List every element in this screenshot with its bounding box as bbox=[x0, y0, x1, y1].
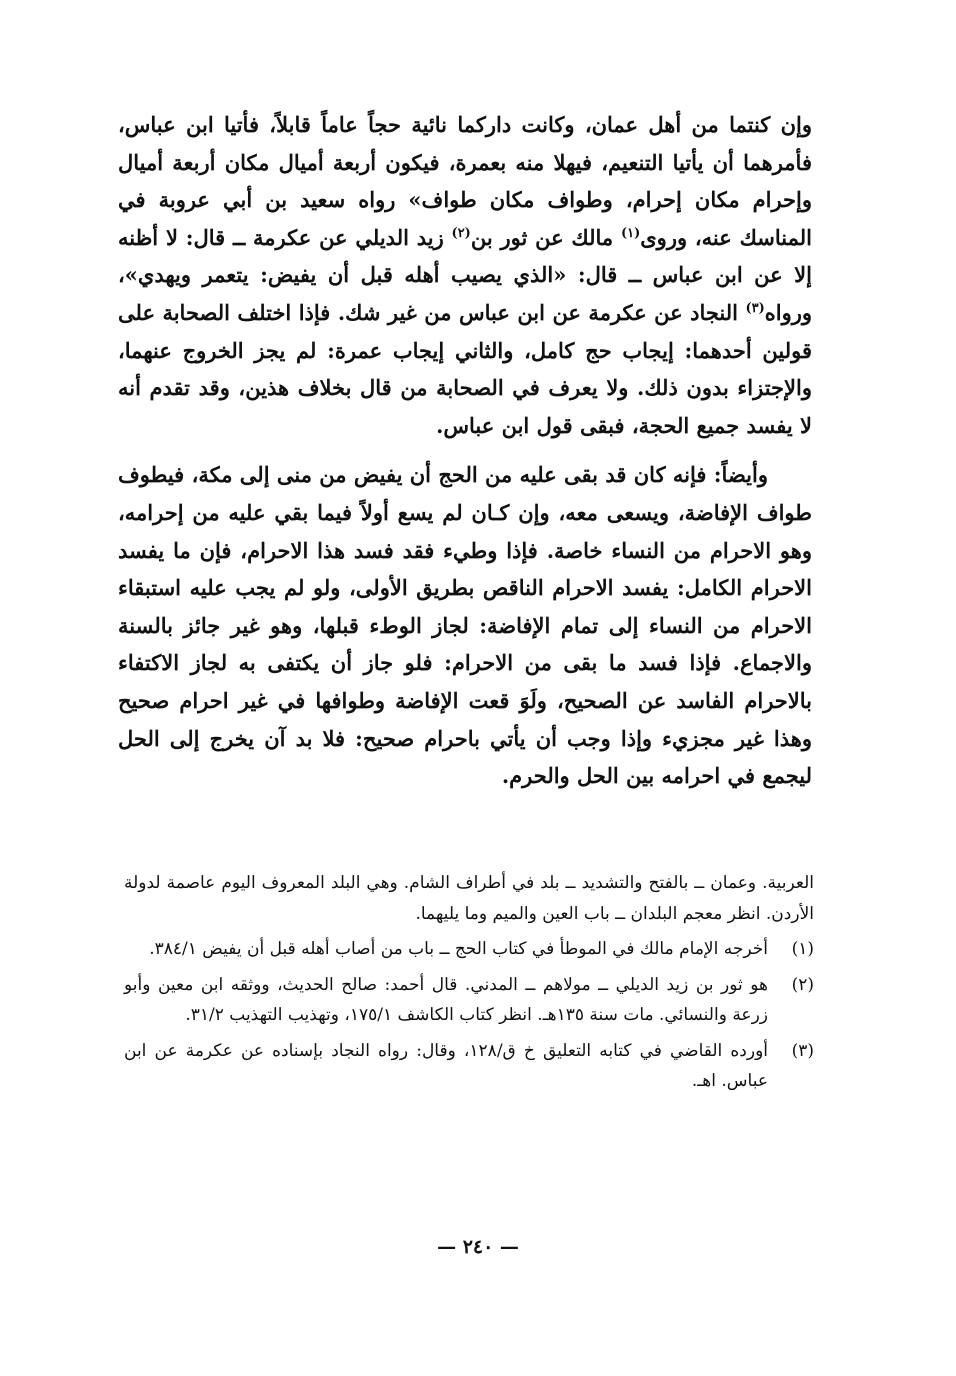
paragraph-1-part-c: زيد الديلي عن عكرمة ــ قال: لا أظنه إلا عن ابن عباس ــ قال: «الذي يصيب أهله قبل أن يفيض: يتعمر ويهدي»، ورواه bbox=[118, 224, 812, 325]
footnote-number: (٣) bbox=[791, 1040, 814, 1061]
paragraph-2: وأيضاً: فإنه كان قد بقى عليه من الحج أن يفيض من منى إلى مكة، فيطوف طواف الإفاضة، ويسعى معه، وإن كـان لم يسع أولاً فيما بقي عليه من إحرامه، وهو الاحرام من النساء خاصة. فإذا وطيء فقد فسد هذا الاحرام، فإن ما يفسد الاحرام الكامل: يفسد الاحرام الناقص بطريق الأولى، ولو لم يجب عليه استبقاء الاحرام من النساء إلى تمام الإفاضة: لجاز الوطء قبلها، وهو غير جائز بالسنة والاجماع. فإذا فسد ما بقى من الاحرام: فلو جاز أن يكتفى به لجاز الاكتفاء بالاحرام الفاسد عن الصحيح، ولَوَ قعت الإفاضة وطوافها في غير احرام صحيح وهذا غير مجزيء وإذا وجب أن يأتي باحرام صحيح: فلا بد آن يخرج إلى الحل ليجمع في احرامه بين الحل والحرم. bbox=[118, 462, 812, 789]
paragraph-1-part-a: وإن كنتما من أهل عمان، وكانت داركما نائية حجاً عاماً قابلاً، فأتيا ابن عباس، فأمرهما أن يأتيا التنعيم، فيهلا منه بعمرة، فيكون أربعة أميال مكان أربعة أميال وإحرام مكان إحرام، وطواف مكان طواف» رواه سعيد بن أبي عروبة في المناسك عنه، وروى bbox=[118, 112, 812, 250]
footnote-ref-2: (٢) bbox=[451, 225, 471, 241]
footnote-2 bbox=[124, 970, 814, 1031]
footnote-number: (١) bbox=[791, 939, 814, 959]
footnote-1 bbox=[124, 934, 814, 965]
footnote-continuation: العربية. وعمان ــ بالفتح والتشديد ــ بلد في أطراف الشام. وهي البلد المعروف اليوم عاصمة لدولة الأردن. انظر معجم البلدان ــ باب العين والميم وما يليهما. bbox=[124, 873, 814, 924]
paragraph-1-part-d: النجاد عن عكرمة عن ابن عباس من غير شك. فإذا اختلف الصحابة على قولين أحدهما: إيجاب حج كامل، والثاني إيجاب عمرة: لم يجز الخروج عنهما، والإجتزاء بدون ذلك. ولا يعرف في الصحابة من قال بخلاف هذين، وقد تقدم أنه لا يفسد جميع الحجة، فبقى قول ابن عباس. bbox=[118, 299, 812, 438]
paragraph-1 bbox=[118, 106, 812, 444]
footnote-text: هو ثور بن زيد الديلي ــ مولاهم ــ المدني. قال أحمد: صالح الحديث، ووثقه ابن معين وأبو زرعة والنسائي. مات سنة ١٣٥هـ. انظر كتاب الكاشف ١٧٥/١، وتهذيب التهذيب ٣١/٢. bbox=[124, 974, 768, 1025]
footnote-ref-3: (٣) bbox=[745, 300, 765, 316]
footnote-3 bbox=[124, 1036, 814, 1097]
footnotes bbox=[124, 868, 814, 1097]
footnote-number: (٢) bbox=[791, 974, 814, 995]
paragraph-1-part-b: مالك عن ثور بن bbox=[470, 224, 621, 250]
footnote-text: أورده القاضي في كتابه التعليق خ ق/١٢٨، وقال: رواه النجاد بإسناده عن عكرمة عن ابن عباس. اهـ. bbox=[124, 1040, 769, 1091]
page-number: — ٢٤٠ — bbox=[437, 1236, 519, 1258]
footnote-ref-1: (١) bbox=[620, 225, 641, 241]
main-text bbox=[118, 106, 812, 795]
footnote-text: أخرجه الإمام مالك في الموطأ في كتاب الحج ــ باب من أصاب أهله قبل أن يفيض ٣٨٤/١. bbox=[149, 939, 768, 959]
